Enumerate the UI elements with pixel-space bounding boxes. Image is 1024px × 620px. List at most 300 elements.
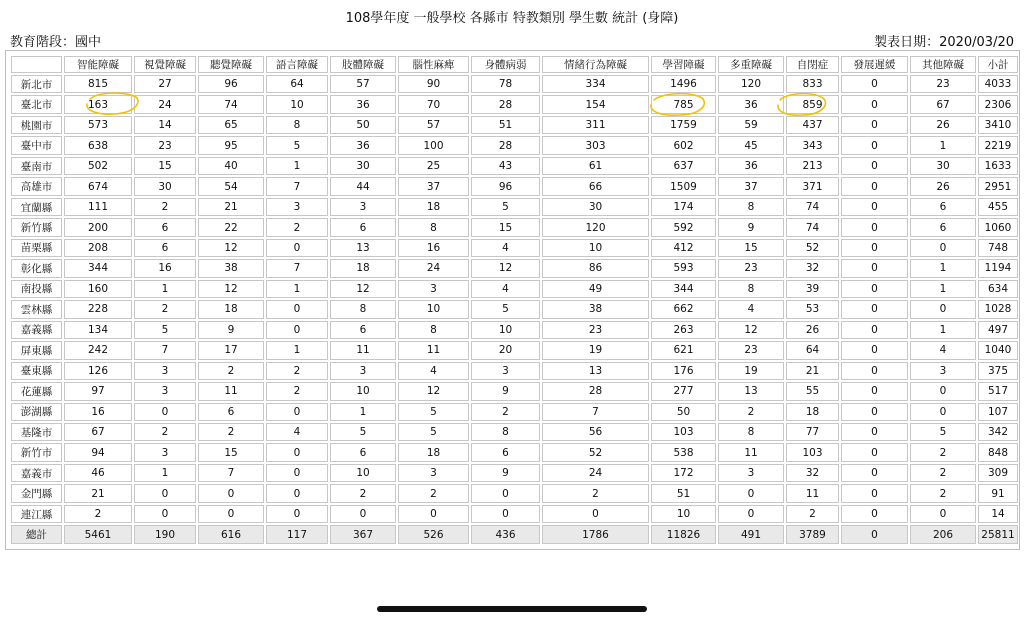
table-cell: 12 bbox=[398, 382, 469, 400]
table-cell: 3 bbox=[134, 362, 196, 380]
table-cell: 10 bbox=[542, 239, 649, 257]
header-cell: 多重障礙 bbox=[718, 56, 784, 73]
table-cell: 343 bbox=[786, 136, 839, 154]
table-cell: 833 bbox=[786, 75, 839, 93]
table-row bbox=[11, 423, 1018, 441]
table-cell: 23 bbox=[718, 341, 784, 359]
report-date: 製表日期：2020/03/20 bbox=[874, 35, 1014, 50]
table-cell: 103 bbox=[651, 423, 716, 441]
table-cell: 50 bbox=[651, 403, 716, 421]
table-cell: 0 bbox=[471, 484, 540, 502]
table-cell: 5 bbox=[910, 423, 976, 441]
table-cell: 90 bbox=[398, 75, 469, 93]
region-name-cell: 臺東縣 bbox=[11, 362, 62, 380]
table-cell: 10 bbox=[398, 300, 469, 318]
header-cell: 自閉症 bbox=[786, 56, 839, 73]
table-row bbox=[11, 505, 1018, 523]
table-cell: 0 bbox=[910, 382, 976, 400]
table-cell: 0 bbox=[198, 484, 264, 502]
table-cell: 1028 bbox=[978, 300, 1018, 318]
table-cell: 0 bbox=[841, 157, 908, 175]
table-cell: 3 bbox=[398, 464, 469, 482]
table-cell: 54 bbox=[198, 177, 264, 195]
header-corner bbox=[11, 56, 62, 73]
table-cell: 11 bbox=[198, 382, 264, 400]
table-cell: 23 bbox=[542, 321, 649, 339]
table-cell: 174 bbox=[651, 198, 716, 216]
table-cell: 91 bbox=[978, 484, 1018, 502]
table-cell: 4 bbox=[398, 362, 469, 380]
table-cell: 126 bbox=[64, 362, 132, 380]
table-cell: 4 bbox=[266, 423, 328, 441]
table-cell: 1040 bbox=[978, 341, 1018, 359]
table-cell: 0 bbox=[841, 280, 908, 298]
table-cell: 30 bbox=[134, 177, 196, 195]
table-cell: 0 bbox=[718, 484, 784, 502]
table-cell: 0 bbox=[718, 505, 784, 523]
table-cell: 40 bbox=[198, 157, 264, 175]
table-cell: 23 bbox=[718, 259, 784, 277]
table-cell: 7 bbox=[198, 464, 264, 482]
region-name-cell: 臺南市 bbox=[11, 157, 62, 175]
table-cell: 6 bbox=[910, 218, 976, 236]
header-row bbox=[11, 56, 1018, 73]
table-cell: 2 bbox=[134, 300, 196, 318]
table-cell: 16 bbox=[398, 239, 469, 257]
table-cell: 10 bbox=[330, 464, 396, 482]
table-cell: 3 bbox=[718, 464, 784, 482]
table-cell: 1060 bbox=[978, 218, 1018, 236]
table-row bbox=[11, 280, 1018, 298]
table-cell: 0 bbox=[841, 362, 908, 380]
table-cell: 45 bbox=[718, 136, 784, 154]
home-indicator[interactable] bbox=[377, 606, 647, 612]
table-cell: 2 bbox=[910, 443, 976, 461]
table-cell: 13 bbox=[330, 239, 396, 257]
table-cell: 7 bbox=[134, 341, 196, 359]
table-row bbox=[11, 341, 1018, 359]
region-name-cell: 桃園市 bbox=[11, 116, 62, 134]
table-cell: 573 bbox=[64, 116, 132, 134]
table-cell: 2 bbox=[910, 484, 976, 502]
table-cell: 637 bbox=[651, 157, 716, 175]
table-cell: 0 bbox=[266, 505, 328, 523]
table-cell: 0 bbox=[841, 464, 908, 482]
table-cell: 39 bbox=[786, 280, 839, 298]
table-cell: 6 bbox=[134, 239, 196, 257]
table-cell: 4 bbox=[471, 280, 540, 298]
table-cell: 303 bbox=[542, 136, 649, 154]
table-cell: 0 bbox=[910, 300, 976, 318]
table-cell: 0 bbox=[841, 300, 908, 318]
table-cell: 748 bbox=[978, 239, 1018, 257]
table-row bbox=[11, 239, 1018, 257]
table-cell: 3 bbox=[471, 362, 540, 380]
table-cell: 8 bbox=[718, 423, 784, 441]
table-cell: 371 bbox=[786, 177, 839, 195]
table-cell: 9 bbox=[471, 464, 540, 482]
statistics-table-container bbox=[5, 50, 1020, 550]
table-cell: 25 bbox=[398, 157, 469, 175]
table-cell: 3410 bbox=[978, 116, 1018, 134]
total-cell: 0 bbox=[841, 525, 908, 544]
table-cell: 2 bbox=[786, 505, 839, 523]
table-cell: 37 bbox=[718, 177, 784, 195]
table-cell: 0 bbox=[841, 321, 908, 339]
table-cell: 19 bbox=[718, 362, 784, 380]
table-cell: 0 bbox=[841, 403, 908, 421]
table-cell: 1 bbox=[910, 136, 976, 154]
table-cell: 6 bbox=[330, 443, 396, 461]
region-name-cell: 彰化縣 bbox=[11, 259, 62, 277]
table-cell: 2 bbox=[198, 423, 264, 441]
table-cell: 74 bbox=[198, 95, 264, 113]
region-name-cell: 嘉義縣 bbox=[11, 321, 62, 339]
table-cell: 5 bbox=[471, 300, 540, 318]
region-name-cell: 雲林縣 bbox=[11, 300, 62, 318]
table-cell: 13 bbox=[718, 382, 784, 400]
table-cell: 18 bbox=[398, 443, 469, 461]
table-cell: 263 bbox=[651, 321, 716, 339]
table-row bbox=[11, 198, 1018, 216]
table-cell: 4033 bbox=[978, 75, 1018, 93]
table-cell: 455 bbox=[978, 198, 1018, 216]
table-cell: 12 bbox=[198, 239, 264, 257]
table-cell: 32 bbox=[786, 464, 839, 482]
table-cell: 0 bbox=[841, 177, 908, 195]
header-cell: 智能障礙 bbox=[64, 56, 132, 73]
table-cell: 1496 bbox=[651, 75, 716, 93]
region-name-cell: 苗栗縣 bbox=[11, 239, 62, 257]
table-cell: 32 bbox=[786, 259, 839, 277]
table-cell: 28 bbox=[471, 95, 540, 113]
table-cell: 662 bbox=[651, 300, 716, 318]
table-cell: 848 bbox=[978, 443, 1018, 461]
table-cell: 3 bbox=[330, 362, 396, 380]
table-cell: 200 bbox=[64, 218, 132, 236]
table-cell: 2 bbox=[134, 423, 196, 441]
table-cell: 30 bbox=[330, 157, 396, 175]
total-cell: 190 bbox=[134, 525, 196, 544]
table-cell: 334 bbox=[542, 75, 649, 93]
table-cell: 7 bbox=[266, 259, 328, 277]
table-cell: 638 bbox=[64, 136, 132, 154]
table-cell: 8 bbox=[330, 300, 396, 318]
table-cell: 53 bbox=[786, 300, 839, 318]
table-cell: 3 bbox=[398, 280, 469, 298]
table-cell: 70 bbox=[398, 95, 469, 113]
table-cell: 859 bbox=[786, 95, 839, 113]
table-cell: 15 bbox=[471, 218, 540, 236]
table-cell: 2306 bbox=[978, 95, 1018, 113]
region-name-cell: 嘉義市 bbox=[11, 464, 62, 482]
table-cell: 2 bbox=[542, 484, 649, 502]
table-cell: 26 bbox=[910, 177, 976, 195]
table-cell: 1 bbox=[910, 280, 976, 298]
table-cell: 38 bbox=[198, 259, 264, 277]
region-name-cell: 澎湖縣 bbox=[11, 403, 62, 421]
table-cell: 6 bbox=[910, 198, 976, 216]
table-cell: 0 bbox=[134, 505, 196, 523]
table-cell: 24 bbox=[542, 464, 649, 482]
table-cell: 228 bbox=[64, 300, 132, 318]
table-cell: 12 bbox=[198, 280, 264, 298]
table-cell: 64 bbox=[266, 75, 328, 93]
table-cell: 95 bbox=[198, 136, 264, 154]
total-cell: 616 bbox=[198, 525, 264, 544]
header-cell: 情緒行為障礙 bbox=[542, 56, 649, 73]
table-row bbox=[11, 464, 1018, 482]
header-cell: 視覺障礙 bbox=[134, 56, 196, 73]
table-cell: 0 bbox=[266, 300, 328, 318]
table-cell: 74 bbox=[786, 218, 839, 236]
region-name-cell: 新北市 bbox=[11, 75, 62, 93]
table-cell: 154 bbox=[542, 95, 649, 113]
table-cell: 52 bbox=[542, 443, 649, 461]
table-cell: 96 bbox=[471, 177, 540, 195]
table-cell: 16 bbox=[64, 403, 132, 421]
region-name-cell: 宜蘭縣 bbox=[11, 198, 62, 216]
table-cell: 6 bbox=[471, 443, 540, 461]
table-cell: 49 bbox=[542, 280, 649, 298]
table-row bbox=[11, 157, 1018, 175]
table-cell: 10 bbox=[266, 95, 328, 113]
table-row bbox=[11, 382, 1018, 400]
header-cell: 身體病弱 bbox=[471, 56, 540, 73]
table-cell: 0 bbox=[542, 505, 649, 523]
table-cell: 815 bbox=[64, 75, 132, 93]
table-cell: 6 bbox=[330, 321, 396, 339]
table-cell: 0 bbox=[841, 423, 908, 441]
total-cell: 491 bbox=[718, 525, 784, 544]
table-cell: 36 bbox=[718, 157, 784, 175]
table-row bbox=[11, 362, 1018, 380]
table-cell: 15 bbox=[198, 443, 264, 461]
table-cell: 160 bbox=[64, 280, 132, 298]
table-cell: 5 bbox=[134, 321, 196, 339]
table-cell: 2219 bbox=[978, 136, 1018, 154]
table-cell: 18 bbox=[198, 300, 264, 318]
table-cell: 3 bbox=[266, 198, 328, 216]
table-cell: 43 bbox=[471, 157, 540, 175]
table-cell: 23 bbox=[910, 75, 976, 93]
table-cell: 0 bbox=[841, 443, 908, 461]
table-cell: 120 bbox=[542, 218, 649, 236]
table-cell: 11 bbox=[718, 443, 784, 461]
table-cell: 6 bbox=[198, 403, 264, 421]
total-cell: 206 bbox=[910, 525, 976, 544]
total-cell: 11826 bbox=[651, 525, 716, 544]
table-cell: 0 bbox=[266, 239, 328, 257]
table-cell: 20 bbox=[471, 341, 540, 359]
table-cell: 6 bbox=[134, 218, 196, 236]
total-cell: 5461 bbox=[64, 525, 132, 544]
table-cell: 12 bbox=[471, 259, 540, 277]
table-cell: 36 bbox=[330, 136, 396, 154]
report-title: 108學年度 一般學校 各縣市 特教類別 學生數 統計 (身障) bbox=[345, 11, 679, 26]
table-cell: 0 bbox=[841, 259, 908, 277]
table-cell: 21 bbox=[786, 362, 839, 380]
table-cell: 66 bbox=[542, 177, 649, 195]
table-cell: 172 bbox=[651, 464, 716, 482]
table-cell: 9 bbox=[471, 382, 540, 400]
table-cell: 2 bbox=[266, 362, 328, 380]
table-cell: 1 bbox=[910, 321, 976, 339]
table-cell: 1759 bbox=[651, 116, 716, 134]
total-row bbox=[11, 525, 1018, 544]
table-cell: 10 bbox=[471, 321, 540, 339]
total-label-cell: 總計 bbox=[11, 525, 62, 544]
table-cell: 15 bbox=[134, 157, 196, 175]
table-cell: 2 bbox=[910, 464, 976, 482]
table-cell: 26 bbox=[786, 321, 839, 339]
table-cell: 592 bbox=[651, 218, 716, 236]
table-cell: 497 bbox=[978, 321, 1018, 339]
table-cell: 2 bbox=[398, 484, 469, 502]
table-cell: 8 bbox=[266, 116, 328, 134]
table-cell: 0 bbox=[841, 75, 908, 93]
table-cell: 51 bbox=[471, 116, 540, 134]
table-cell: 502 bbox=[64, 157, 132, 175]
table-cell: 0 bbox=[266, 484, 328, 502]
table-cell: 36 bbox=[718, 95, 784, 113]
table-cell: 412 bbox=[651, 239, 716, 257]
table-cell: 24 bbox=[134, 95, 196, 113]
table-cell: 1 bbox=[266, 280, 328, 298]
header-cell: 學習障礙 bbox=[651, 56, 716, 73]
table-cell: 5 bbox=[266, 136, 328, 154]
table-cell: 375 bbox=[978, 362, 1018, 380]
table-cell: 14 bbox=[134, 116, 196, 134]
table-cell: 30 bbox=[910, 157, 976, 175]
table-cell: 3 bbox=[134, 443, 196, 461]
table-cell: 97 bbox=[64, 382, 132, 400]
table-cell: 621 bbox=[651, 341, 716, 359]
table-cell: 163 bbox=[64, 95, 132, 113]
table-cell: 0 bbox=[841, 382, 908, 400]
table-row bbox=[11, 177, 1018, 195]
table-cell: 26 bbox=[910, 116, 976, 134]
table-cell: 14 bbox=[978, 505, 1018, 523]
region-name-cell: 花蓮縣 bbox=[11, 382, 62, 400]
table-cell: 1633 bbox=[978, 157, 1018, 175]
table-cell: 4 bbox=[471, 239, 540, 257]
table-cell: 9 bbox=[718, 218, 784, 236]
table-cell: 8 bbox=[718, 198, 784, 216]
total-cell: 117 bbox=[266, 525, 328, 544]
table-cell: 2 bbox=[471, 403, 540, 421]
header-cell: 發展遲緩 bbox=[841, 56, 908, 73]
table-cell: 3 bbox=[134, 382, 196, 400]
table-row bbox=[11, 484, 1018, 502]
table-cell: 96 bbox=[198, 75, 264, 93]
table-cell: 342 bbox=[978, 423, 1018, 441]
table-cell: 64 bbox=[786, 341, 839, 359]
table-cell: 8 bbox=[471, 423, 540, 441]
table-cell: 8 bbox=[718, 280, 784, 298]
table-cell: 52 bbox=[786, 239, 839, 257]
table-cell: 18 bbox=[330, 259, 396, 277]
table-cell: 593 bbox=[651, 259, 716, 277]
table-cell: 38 bbox=[542, 300, 649, 318]
table-cell: 517 bbox=[978, 382, 1018, 400]
table-cell: 0 bbox=[266, 403, 328, 421]
table-cell: 56 bbox=[542, 423, 649, 441]
table-cell: 0 bbox=[398, 505, 469, 523]
region-name-cell: 連江縣 bbox=[11, 505, 62, 523]
table-cell: 28 bbox=[542, 382, 649, 400]
table-cell: 2 bbox=[266, 218, 328, 236]
table-cell: 8 bbox=[398, 218, 469, 236]
table-cell: 11 bbox=[330, 341, 396, 359]
table-cell: 0 bbox=[841, 484, 908, 502]
table-cell: 111 bbox=[64, 198, 132, 216]
table-cell: 65 bbox=[198, 116, 264, 134]
table-cell: 3 bbox=[910, 362, 976, 380]
table-cell: 23 bbox=[134, 136, 196, 154]
table-cell: 1 bbox=[266, 341, 328, 359]
table-cell: 277 bbox=[651, 382, 716, 400]
table-cell: 44 bbox=[330, 177, 396, 195]
total-cell: 25811 bbox=[978, 525, 1018, 544]
table-cell: 311 bbox=[542, 116, 649, 134]
header-cell: 語言障礙 bbox=[266, 56, 328, 73]
table-cell: 1 bbox=[330, 403, 396, 421]
table-cell: 2 bbox=[134, 198, 196, 216]
table-body bbox=[11, 75, 1018, 544]
header-cell: 其他障礙 bbox=[910, 56, 976, 73]
table-row bbox=[11, 259, 1018, 277]
table-cell: 0 bbox=[841, 116, 908, 134]
statistics-table bbox=[9, 54, 1020, 546]
table-cell: 0 bbox=[841, 505, 908, 523]
table-cell: 11 bbox=[398, 341, 469, 359]
table-cell: 3 bbox=[330, 198, 396, 216]
table-cell: 309 bbox=[978, 464, 1018, 482]
table-cell: 2 bbox=[330, 484, 396, 502]
table-cell: 213 bbox=[786, 157, 839, 175]
table-cell: 74 bbox=[786, 198, 839, 216]
table-cell: 4 bbox=[910, 341, 976, 359]
region-name-cell: 新竹市 bbox=[11, 443, 62, 461]
table-cell: 634 bbox=[978, 280, 1018, 298]
table-cell: 16 bbox=[134, 259, 196, 277]
table-cell: 5 bbox=[471, 198, 540, 216]
table-cell: 1509 bbox=[651, 177, 716, 195]
table-cell: 36 bbox=[330, 95, 396, 113]
table-cell: 57 bbox=[330, 75, 396, 93]
table-cell: 344 bbox=[651, 280, 716, 298]
table-cell: 674 bbox=[64, 177, 132, 195]
table-row bbox=[11, 116, 1018, 134]
table-cell: 51 bbox=[651, 484, 716, 502]
table-cell: 94 bbox=[64, 443, 132, 461]
table-cell: 5 bbox=[330, 423, 396, 441]
table-cell: 0 bbox=[841, 218, 908, 236]
table-cell: 78 bbox=[471, 75, 540, 93]
table-cell: 9 bbox=[198, 321, 264, 339]
table-cell: 13 bbox=[542, 362, 649, 380]
table-cell: 59 bbox=[718, 116, 784, 134]
table-cell: 2 bbox=[198, 362, 264, 380]
table-cell: 602 bbox=[651, 136, 716, 154]
table-cell: 0 bbox=[330, 505, 396, 523]
table-cell: 0 bbox=[841, 198, 908, 216]
table-cell: 27 bbox=[134, 75, 196, 93]
table-cell: 0 bbox=[841, 239, 908, 257]
table-cell: 18 bbox=[398, 198, 469, 216]
table-cell: 55 bbox=[786, 382, 839, 400]
